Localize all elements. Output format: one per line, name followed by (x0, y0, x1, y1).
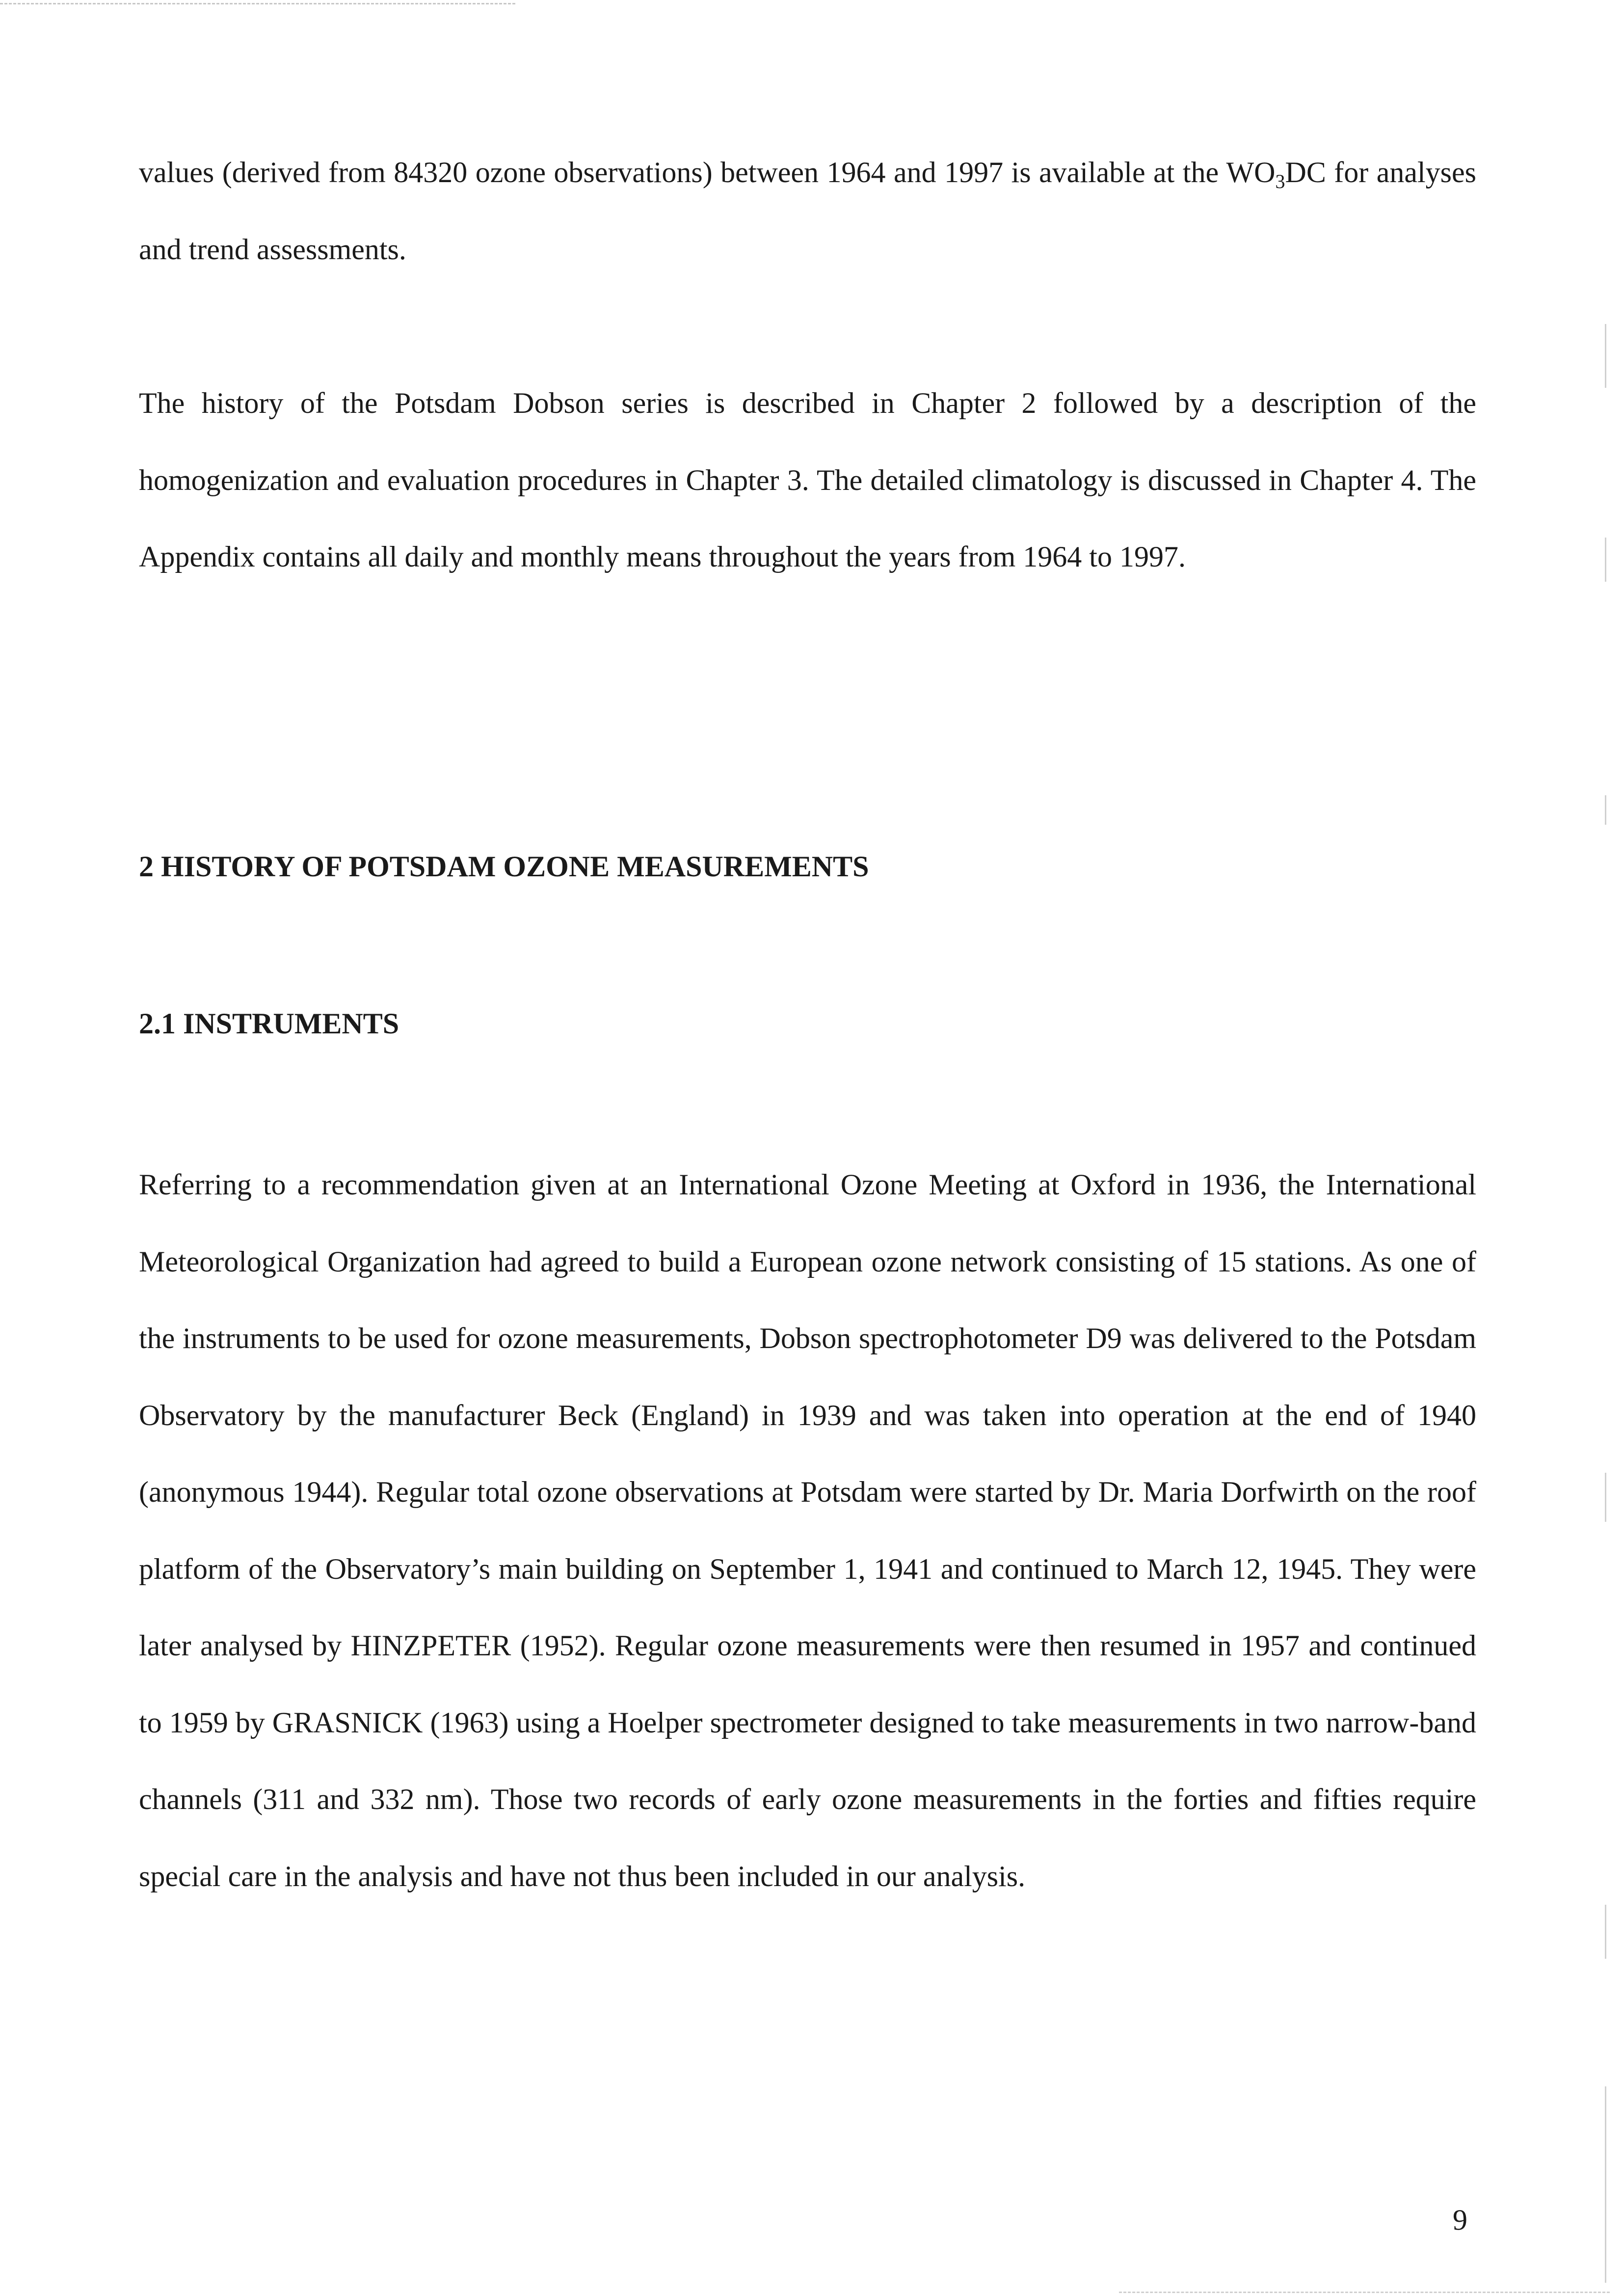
scan-edge-right (1605, 795, 1606, 825)
subscript: 3 (1275, 170, 1285, 192)
scan-edge-right (1605, 1473, 1606, 1522)
scan-edge-right (1605, 2086, 1606, 2283)
subsection-heading: 2.1 INSTRUMENTS (139, 1007, 399, 1040)
page-number: 9 (1453, 2204, 1467, 2236)
scan-edge-right (1605, 324, 1606, 388)
paragraph-intro (139, 134, 1476, 288)
scan-edge-right (1605, 1905, 1606, 1959)
paragraph-history-overview: The history of the Potsdam Dobson series is described in Chapter 2 followed by a description of the homogenization and evaluation procedures in Chapter 3. The detailed climatology is discussed in Chapter 4. The Appendix contains all daily and monthly means throughout the years from 1964 to 1997. (139, 387, 1476, 573)
scan-edge-bottom (1119, 2292, 1610, 2293)
scan-edge-top (0, 3, 515, 4)
paragraph-instruments: Referring to a recommendation given at an International Ozone Meeting at Oxford in 1936, the International Meteorological Organization had agreed to build a European ozone network consisting of 15 stations. As one of the instruments to be used for ozone measurements, Dobson spectrophotometer D9 was delivered to the Potsdam Observatory by the manufacturer Beck (England) in 1939 and was taken into operation at the end of 1940 (anonymous 1944). Regular total ozone observations at Potsdam were started by Dr. Maria Dorfwirth on the roof platform of the Observatory’s main building on September 1, 1941 and continued to March 12, 1945. They were later analysed by HINZPETER (1952). Regular ozone measurements were then resumed in 1957 and continued to 1959 by GRASNICK (1963) using a Hoelper spectrometer designed to take measurements in two narrow-band channels (311 and 332 nm). Those two records of early ozone measurements in the forties and fifties require special care in the analysis and have not thus been included in our analysis. (139, 1168, 1476, 1892)
paragraph-intro-text-a: values (derived from 84320 ozone observations) between 1964 and 1997 is available at the WO (139, 156, 1276, 189)
scan-edge-right (1605, 538, 1606, 582)
section-heading: 2 HISTORY OF POTSDAM OZONE MEASUREMENTS (139, 850, 869, 883)
paragraph-intro-text-b: DC for analyses and trend assessments. (139, 156, 1476, 266)
